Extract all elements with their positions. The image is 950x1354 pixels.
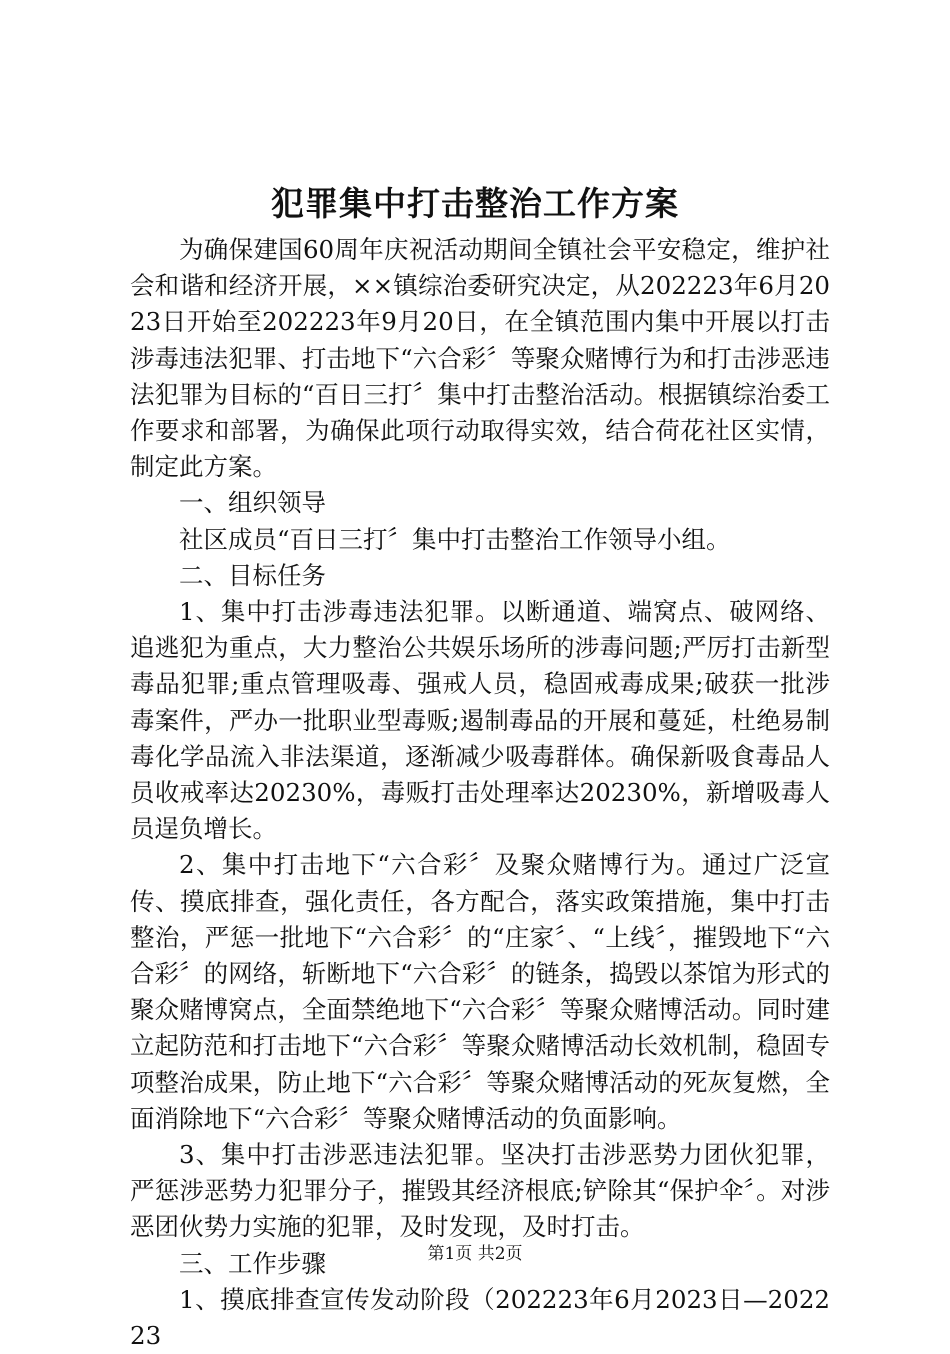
organization-paragraph: 社区成员“百日三打〞集中打击整治工作领导小组。 xyxy=(179,524,731,554)
section-heading-organization: 一、组织领导 xyxy=(179,488,326,518)
step-paragraph-1: 1、摸底排查宣传发动阶段（202223年6月2023日—202223 xyxy=(130,1284,830,1351)
page-footer: 第1页 共2页 xyxy=(427,1244,523,1264)
goal-paragraph-gambling: 2、集中打击地下“六合彩〞及聚众赌博行为。通过广泛宣传、摸底排查，强化责任，各方配合，落实政策措施，集中打击整治，严惩一批地下“六合彩〞的“庄家〞、“上线〞，摧毁地下“六合彩〞的网络，斩断地下“六合彩〞的链条，捣毁以茶馆为形式的聚众赌博窝点，全面禁绝地下“六合彩〞等聚众赌博活动。同时建立起防范和打击地下“六合彩〞等聚众赌博活动长效机制，稳固专项整治成果，防止地下“六合彩〞等聚众赌博活动的死灰复燃，全面消除地下“六合彩〞等聚众赌博活动的负面影响。 xyxy=(130,850,830,1133)
goal-paragraph-drugs: 1、集中打击涉毒违法犯罪。以断通道、端窝点、破网络、追逃犯为重点，大力整治公共娱乐场所的涉毒问题;严厉打击新型毒品犯罪;重点管理吸毒、强戒人员，稳固戒毒成果;破获一批涉毒案件，严办一批职业型毒贩;遏制毒品的开展和蔓延，杜绝易制毒化学品流入非法渠道，逐渐减少吸毒群体。确保新吸食毒品人员收戒率达20230%，毒贩打击处理率达20230%，新增吸毒人员逞负增长。 xyxy=(130,597,830,844)
section-heading-goals: 二、目标任务 xyxy=(179,560,326,590)
document-title: 犯罪集中打击整治工作方案 xyxy=(271,184,679,223)
intro-paragraph: 为确保建国60周年庆祝活动期间全镇社会平安稳定，维护社会和谐和经济开展，××镇综治委研究决定，从202223年6月2023日开始至202223年9月20日，在全镇范围内集中开展以打击涉毒违法犯罪、打击地下“六合彩〞等聚众赌博行为和打击涉恶违法犯罪为目标的“百日三打〞集中打击整治活动。根据镇综治委工作要求和部署，为确保此项行动取得实效，结合荷花社区实情，制定此方案。 xyxy=(130,235,830,482)
section-heading-steps: 三、工作步骤 xyxy=(179,1248,326,1278)
goal-paragraph-gangs: 3、集中打击涉恶违法犯罪。坚决打击涉恶势力团伙犯罪，严惩涉恶势力犯罪分子，摧毁其经济根底;铲除其“保护伞〞。对涉恶团伙势力实施的犯罪，及时发现，及时打击。 xyxy=(130,1140,830,1242)
document-body xyxy=(130,232,830,1354)
